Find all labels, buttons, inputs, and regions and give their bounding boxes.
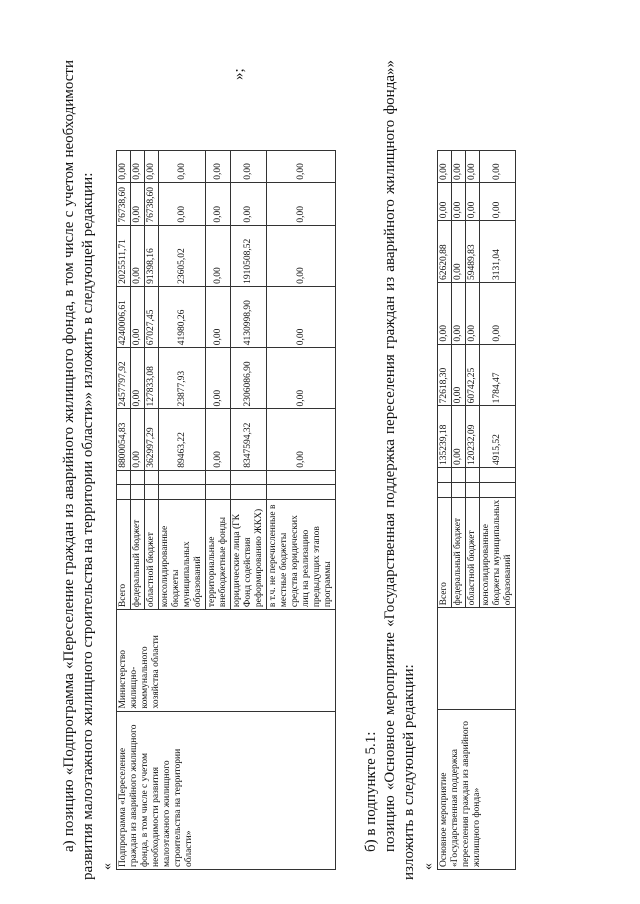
source-label-cell: территориальные внебюджетные фонды [206, 500, 231, 610]
source-label-cell: областной бюджет [145, 500, 159, 610]
page-number-area [0, 0, 640, 30]
open-quote-2: « [421, 863, 436, 870]
source-label-cell: в т.ч. не перечисленные в местные бюджеты средства юридических лиц на реализацию предыдущих этапов программы [267, 500, 336, 610]
value-cell: 0,00 [131, 151, 145, 183]
table-row [117, 151, 131, 870]
value-cell: 0,00 [466, 182, 480, 220]
value-cell: 59489,83 [466, 221, 480, 283]
source-label-cell: Всего [438, 497, 452, 608]
value-cell: 0,00 [267, 151, 336, 183]
value-cell: 0,00 [159, 182, 206, 225]
value-cell: 91398,16 [145, 225, 159, 286]
empty-cell [159, 485, 206, 500]
value-cell: 0,00 [480, 151, 516, 183]
empty-cell [159, 470, 206, 485]
empty-cell [438, 482, 452, 497]
value-cell: 0,00 [206, 286, 231, 347]
value-cell: 0,00 [452, 282, 466, 344]
empty-cell [452, 468, 466, 483]
value-cell: 76738,60 [145, 182, 159, 225]
value-cell: 0,00 [267, 182, 336, 225]
value-cell: 89463,22 [159, 409, 206, 470]
source-label-cell: консолидированные бюджеты муниципальных образований [159, 500, 206, 610]
row-name-cell: Подпрограмма «Переселение граждан из аварийного жилищного фонда, в том числе с учетом необходимости развития малоэтажного жилищного строительства на территории области» [117, 711, 336, 869]
value-cell: 0,00 [131, 225, 145, 286]
value-cell: 0,00 [267, 225, 336, 286]
value-cell: 0,00 [267, 409, 336, 470]
empty-cell [466, 468, 480, 483]
empty-cell [267, 485, 336, 500]
value-cell: 62620,88 [438, 221, 452, 283]
value-cell: 8347594,32 [231, 409, 267, 470]
value-cell: 0,00 [131, 286, 145, 347]
value-cell: 0,00 [438, 151, 452, 183]
value-cell: 60742,25 [466, 344, 480, 406]
main-activity-table [437, 150, 516, 870]
empty-cell [206, 470, 231, 485]
value-cell: 0,00 [452, 344, 466, 406]
value-cell: 0,00 [438, 282, 452, 344]
value-cell: 120232,09 [466, 406, 480, 468]
value-cell: 1784,47 [480, 344, 516, 406]
row-name-cell: Основное мероприятие «Государственная поддержка переселения граждан из аварийного жилищного фонда» [438, 710, 516, 870]
empty-cell [131, 470, 145, 485]
value-cell: 0,00 [480, 282, 516, 344]
empty-cell [480, 482, 516, 497]
value-cell: 2025511,71 [117, 225, 131, 286]
rotated-document [60, 60, 590, 880]
open-quote-1: « [100, 863, 115, 870]
source-label-cell: федеральный бюджет [131, 500, 145, 610]
value-cell: 0,00 [231, 151, 267, 183]
value-cell: 72618,30 [438, 344, 452, 406]
value-cell: 0,00 [452, 221, 466, 283]
empty-cell [117, 485, 131, 500]
value-cell: 23877,93 [159, 348, 206, 409]
value-cell: 0,00 [452, 182, 466, 220]
value-cell: 0,00 [131, 348, 145, 409]
empty-cell [131, 485, 145, 500]
paragraph-a: а) позицию «Подпрограмма «Переселение граждан из аварийного жилищного фонда, в том числе с учетом необходимости развития малоэтажного жилищного строительства на территории области»» изложить в следующей редакции: [61, 60, 96, 880]
subprogram-table [116, 150, 336, 870]
value-cell: 4915,52 [480, 406, 516, 468]
value-cell: 76738,60 [117, 182, 131, 225]
value-cell: 135239,18 [438, 406, 452, 468]
value-cell: 0,00 [145, 151, 159, 183]
value-cell: 0,00 [117, 151, 131, 183]
value-cell: 127833,08 [145, 348, 159, 409]
empty-cell [267, 470, 336, 485]
empty-cell [480, 468, 516, 483]
empty-cell [206, 485, 231, 500]
value-cell: 4240006,61 [117, 286, 131, 347]
value-cell: 2457797,92 [117, 348, 131, 409]
empty-cell [145, 470, 159, 485]
value-cell: 0,00 [159, 151, 206, 183]
responsible-cell [438, 608, 516, 710]
source-label-cell: областной бюджет [466, 497, 480, 608]
value-cell: 0,00 [452, 406, 466, 468]
value-cell: 1910508,52 [231, 225, 267, 286]
value-cell: 0,00 [231, 182, 267, 225]
value-cell: 3131,04 [480, 221, 516, 283]
source-label-cell: консолидированные бюджеты муниципальных образований [480, 497, 516, 608]
value-cell: 0,00 [452, 151, 466, 183]
responsible-cell: Министерство жилищно-коммунального хозяйства области [117, 610, 336, 711]
table-row [438, 151, 452, 870]
value-cell: 8800054,83 [117, 409, 131, 470]
value-cell: 0,00 [206, 182, 231, 225]
value-cell: 0,00 [480, 182, 516, 220]
value-cell: 0,00 [267, 286, 336, 347]
value-cell: 2306086,90 [231, 348, 267, 409]
value-cell: 41980,26 [159, 286, 206, 347]
empty-cell [117, 470, 131, 485]
value-cell: 23605,02 [159, 225, 206, 286]
value-cell: 0,00 [267, 348, 336, 409]
source-label-cell: федеральный бюджет [452, 497, 466, 608]
source-label-cell: Всего [117, 500, 131, 610]
empty-cell [466, 482, 480, 497]
empty-cell [452, 482, 466, 497]
close-quote: »; [231, 68, 247, 80]
empty-cell [438, 468, 452, 483]
source-label-cell: юридические лица (ГК Фонд содействия реформированию ЖКХ) [231, 500, 267, 610]
paragraph-b1: б) в подпункте 5.1: [363, 731, 379, 852]
value-cell: 0,00 [206, 151, 231, 183]
empty-cell [231, 470, 267, 485]
value-cell: 0,00 [131, 409, 145, 470]
value-cell: 0,00 [206, 225, 231, 286]
value-cell: 362997,29 [145, 409, 159, 470]
value-cell: 0,00 [466, 151, 480, 183]
paragraph-b2: позицию «Основное мероприятие «Государственная поддержка переселения граждан из аварийного жилищного фонда»» изложить в следующей редакции: [382, 60, 417, 880]
value-cell: 0,00 [438, 182, 452, 220]
value-cell: 67027,45 [145, 286, 159, 347]
empty-cell [231, 485, 267, 500]
value-cell: 0,00 [466, 282, 480, 344]
empty-cell [145, 485, 159, 500]
value-cell: 0,00 [206, 409, 231, 470]
value-cell: 4130998,90 [231, 286, 267, 347]
value-cell: 0,00 [131, 182, 145, 225]
value-cell: 0,00 [206, 348, 231, 409]
